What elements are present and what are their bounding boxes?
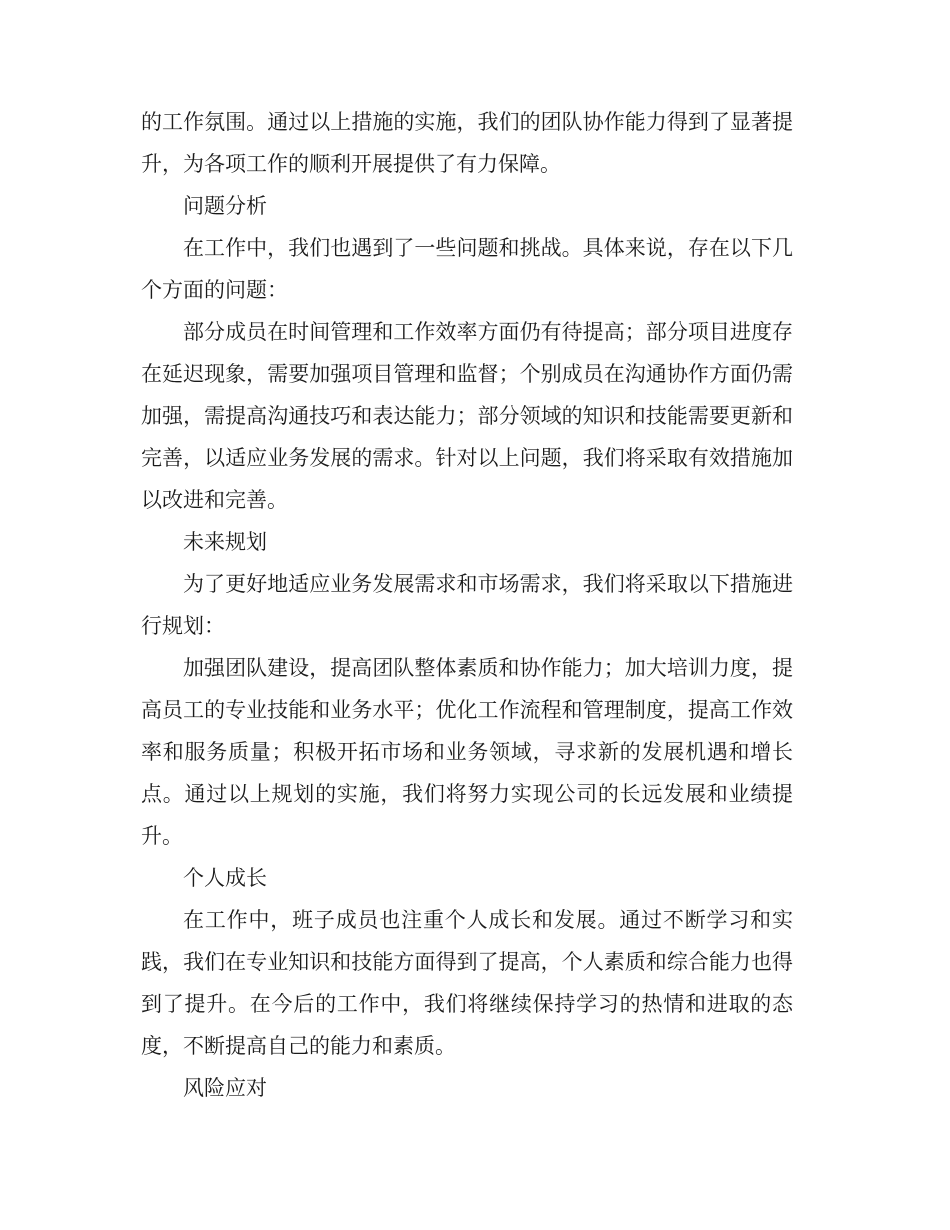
document-body: [141, 101, 793, 1109]
heading-risk-response: 风险应对: [183, 1076, 267, 1100]
heading-personal-growth: 个人成长: [183, 866, 267, 890]
heading-problem-analysis: 问题分析: [183, 194, 267, 218]
paragraph-problems-detail: 部分成员在时间管理和工作效率方面仍有待提高；部分项目进度存在延迟现象，需要加强项目管理和监督；个别成员在沟通协作方面仍需加强，需提高沟通技巧和表达能力；部分领域的知识和技能需要更新和完善，以适应业务发展的需求。针对以上问题，我们将采取有效措施加以改进和完善。: [141, 320, 793, 512]
paragraph-plan-intro: 为了更好地适应业务发展需求和市场需求，我们将采取以下措施进行规划：: [141, 572, 793, 638]
paragraph-problems-intro: 在工作中，我们也遇到了一些问题和挑战。具体来说，存在以下几个方面的问题：: [141, 236, 793, 302]
paragraph-plan-detail: 加强团队建设，提高团队整体素质和协作能力；加大培训力度，提高员工的专业技能和业务水平；优化工作流程和管理制度，提高工作效率和服务质量；积极开拓市场和业务领域，寻求新的发展机遇和增长点。通过以上规划的实施，我们将努力实现公司的长远发展和业绩提升。: [141, 656, 793, 848]
paragraph-team-atmosphere: 的工作氛围。通过以上措施的实施，我们的团队协作能力得到了显著提升，为各项工作的顺利开展提供了有力保障。: [141, 110, 793, 176]
paragraph-personal-growth: 在工作中，班子成员也注重个人成长和发展。通过不断学习和实践，我们在专业知识和技能方面得到了提高，个人素质和综合能力也得到了提升。在今后的工作中，我们将继续保持学习的热情和进取的态度，不断提高自己的能力和素质。: [141, 908, 793, 1058]
heading-future-plan: 未来规划: [183, 530, 267, 554]
